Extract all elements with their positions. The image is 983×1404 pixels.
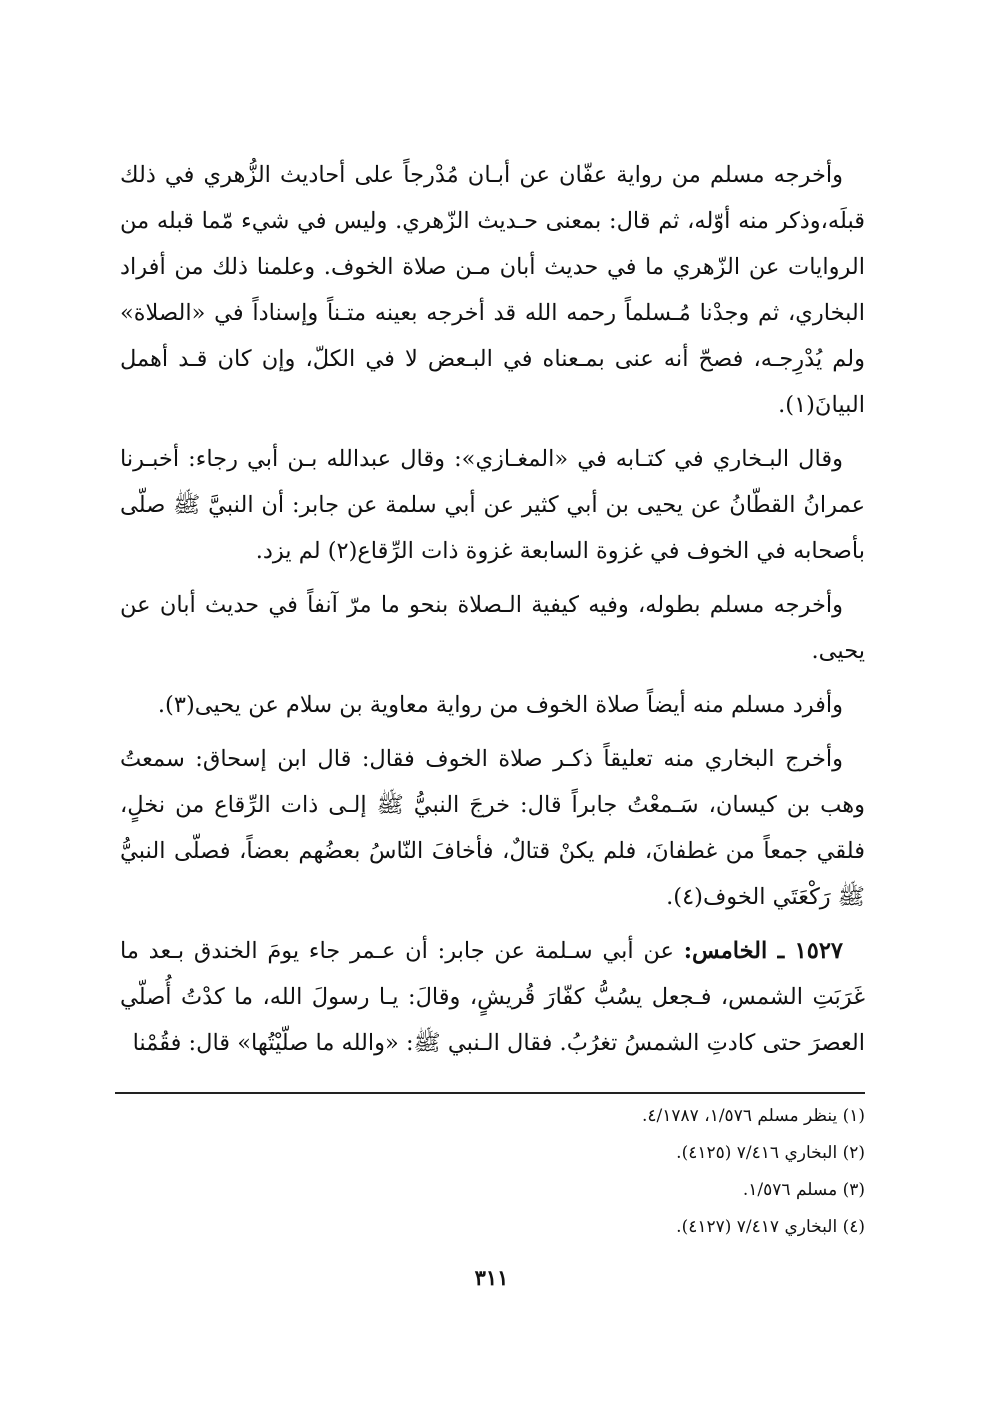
main-text bbox=[120, 152, 865, 1066]
footnote-4: (٤) البخاري ٧/٤١٧ (٤١٢٧). bbox=[676, 1217, 865, 1237]
footnote-3: (٣) مسلم ١/٥٧٦. bbox=[742, 1180, 865, 1200]
paragraph-5-text: وأخرج البخاري منه تعليقاً ذكـر صلاة الخوف فقال: قال ابن إسحاق: سمعتُ وهب بن كيسان، سَـمعْتُ جابراً قال: خرجَ النبيُّ ﷺ إلـى ذات الرِّقاع من نخلٍ، فلقي جمعاً من غطفانَ، فلم يكنْ قتالٌ، فأخافَ النّاسُ بعضُهم بعضاً، فصلّى النبيُّ ﷺ رَكْعَتَي الخوف(٤). bbox=[120, 746, 865, 910]
footnotes bbox=[125, 1098, 865, 1246]
paragraph-4-text: وأفرد مسلم منه أيضاً صلاة الخوف من رواية معاوية بن سلام عن يحيى(٣). bbox=[157, 692, 843, 718]
paragraph-2 bbox=[120, 436, 865, 574]
paragraph-6 bbox=[120, 928, 865, 1066]
hadith-number-heading: ١٥٢٧ ـ الخامس: bbox=[683, 938, 844, 964]
paragraph-5 bbox=[120, 736, 865, 920]
paragraph-6-text: عن أبي سـلمة عن جابر: أن عـمر جاء يومَ الخندق بـعد ما غَرَبَتِ الشمس، فـجعل يسُبُّ كفّارَ قُريشٍ، وقالَ: يـا رسولَ الله، ما كدْتُ أُصلّي العصرَ حتى كادتِ الشمسُ تغرُبُ. فقال الـنبي ﷺ: «والله ما صلّيْتُها» قال: فقُمْنا bbox=[120, 938, 865, 1056]
paragraph-1 bbox=[120, 152, 865, 428]
paragraph-2-text: وقال البـخاري في كتـابه في «المغـازي»: وقال عبدالله بـن أبي رجاء: أخبـرنا عمرانُ القطّانُ عن يحيى بن أبي كثير عن أبي سلمة عن جابر: أن النبيَّ ﷺ صلّى بأصحابه في الخوف في غزوة السابعة غزوة ذات الرِّقاع(٢) لم يزد. bbox=[120, 446, 865, 564]
paragraph-1-text: وأخرجه مسلم من رواية عفّان عن أبـان مُدْرجاً على أحاديث الزُّهري في ذلك قبلَه،وذكر منه أوّله، ثم قال: بمعنى حـديث الزّهري. وليس في شيء مّما قبله من الروايات عن الزّهري ما في حديث أبان مـن صلاة الخوف. وعلمنا ذلك من أفراد البخاري، ثم وجدْنا مُـسلماً رحمه الله قد أخرجه بعينه متـناً وإسناداً في «الصلاة» ولم يُدْرِجـه، فصحّ أنه عنى بمـعناه في البـعض لا في الكلّ، وإن كان قـد أهمل البيانَ(١). bbox=[120, 162, 865, 418]
footnote-2: (٢) البخاري ٧/٤١٦ (٤١٢٥). bbox=[676, 1143, 865, 1163]
footnote-1: (١) ينظر مسلم ١/٥٧٦، ٤/١٧٨٧. bbox=[642, 1106, 865, 1126]
paragraph-3-text: وأخرجه مسلم بطوله، وفيه كيفية الـصلاة بنحو ما مرّ آنفاً في حديث أبان عن يحيى. bbox=[120, 592, 865, 664]
page-number: ٣١١ bbox=[474, 1265, 509, 1290]
paragraph-3 bbox=[120, 582, 865, 674]
paragraph-4 bbox=[120, 682, 865, 728]
footnote-separator bbox=[115, 1092, 865, 1094]
